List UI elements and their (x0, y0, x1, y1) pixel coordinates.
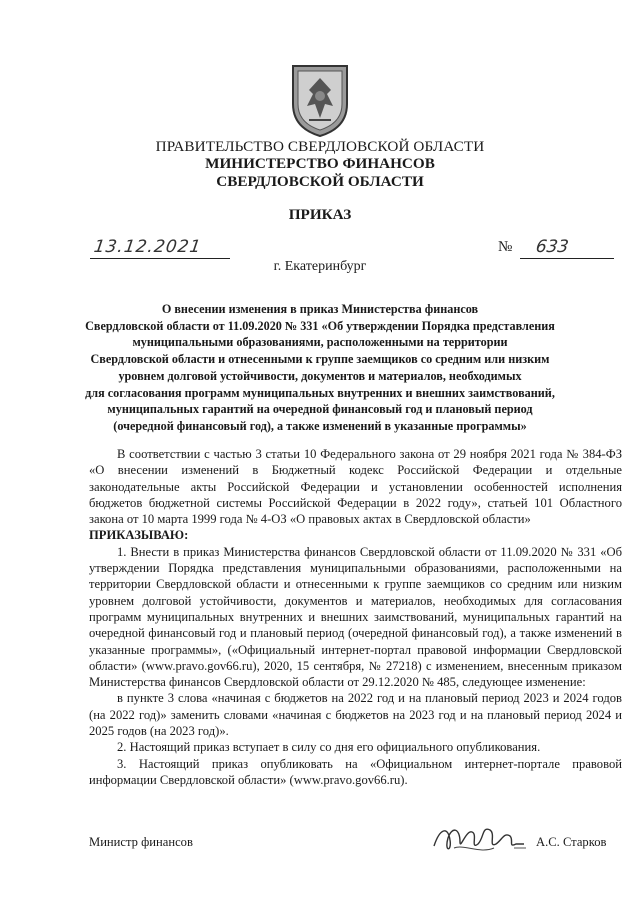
date-field (90, 236, 230, 259)
order-date: 13.12.2021 (92, 237, 203, 257)
title-line: муниципальных гарантий на очередной финансовый год и плановый период (107, 402, 533, 417)
ministry-title-line1: МИНИСТЕРСТВО ФИНАНСОВ (205, 155, 435, 172)
title-line: уровнем долговой устойчивости, документов и материалов, необходимых (118, 368, 522, 383)
document-type: ПРИКАЗ (288, 206, 352, 223)
order-keyword: ПРИКАЗЫВАЮ: (89, 528, 189, 543)
title-line: муниципальными образованиями, расположенными на территории (132, 335, 508, 350)
title-line: О внесении изменения в приказ Министерства финансов (161, 302, 479, 316)
title-line: Свердловской области от 11.09.2020 № 331 «Об утверждении Порядка представления (85, 318, 555, 333)
ministry-title-line2: СВЕРДЛОВСКОЙ ОБЛАСТИ (216, 173, 424, 190)
item-2-paragraph: 2. Настоящий приказ вступает в силу со дня его официального опубликования. (117, 740, 541, 755)
number-label: № (498, 239, 513, 255)
number-field (520, 236, 614, 259)
city: г. Екатеринбург (273, 259, 367, 274)
item-1-paragraph: 1. Внести в приказ Министерства финансов Свердловской области от 11.09.2020 № 331 «Об утверждении Порядка представления муниципальными образованиями, расположенными на территории Свердловской области и отнесенными к группе заемщиков со средним или низким уровнем долговой устойчивости, документов и материалов, необходимых для согласования программ муниципальных внутренних и внешних заимствований, муниципальных гарантий на очередной финансовый год и плановый период (очередной финансовый год), а также изменений в указанные программы», («Официальный интернет-портал правовой информации Свердловской области» (www.pravo.gov66.ru), 2020, 15 сентября, № 27218) с изменением, внесенным приказом Министерства финансов Свердловской области от 29.12.2020 № 485, следующее изменение: (89, 544, 622, 690)
item-1-detail-paragraph: в пункте 3 слова «начиная с бюджетов на 2022 год и на плановый период 2023 и 2024 годов (на 2022 год)» заменить словами «начиная с бюджетов на 2023 год и на плановый период 2024 и 2025 годов (на 2023 год)». (89, 691, 622, 739)
title-line: (очередной финансовый год), а также изменений в указанные программы» (113, 418, 527, 433)
preamble-paragraph: В соответствии с частью 3 статьи 10 Федерального закона от 29 ноября 2021 года № 384-ФЗ «О внесении изменений в Бюджетный кодекс Российской Федерации и отдельные законодательные акты Российской Федерации и установлении особенностей исполнения бюджетов бюджетной системы Российской Федерации в 2022 году», статьей 101 Областного закона от 10 марта 1999 года № 4-ОЗ «О правовых актах в Свердловской области» (89, 447, 622, 527)
item-3-paragraph: 3. Настоящий приказ опубликовать на «Официальном интернет-портале правовой информации Свердловской области» (www.pravo.gov66.ru). (89, 756, 622, 787)
handwritten-signature-icon (430, 818, 528, 858)
signatory-name: А.С. Старков (536, 835, 607, 849)
document-title (60, 301, 580, 435)
government-title: ПРАВИТЕЛЬСТВО СВЕРДЛОВСКОЙ ОБЛАСТИ (155, 138, 485, 155)
order-number: 633 (534, 237, 570, 257)
document-body (89, 446, 622, 788)
signatory-role: Министр финансов (89, 835, 193, 849)
coat-of-arms-icon (287, 62, 353, 138)
title-line: для согласования программ муниципальных внутренних и внешних заимствований, (85, 385, 555, 400)
title-line: Свердловской области и отнесенными к группе заемщиков со средним или низким (90, 352, 550, 367)
